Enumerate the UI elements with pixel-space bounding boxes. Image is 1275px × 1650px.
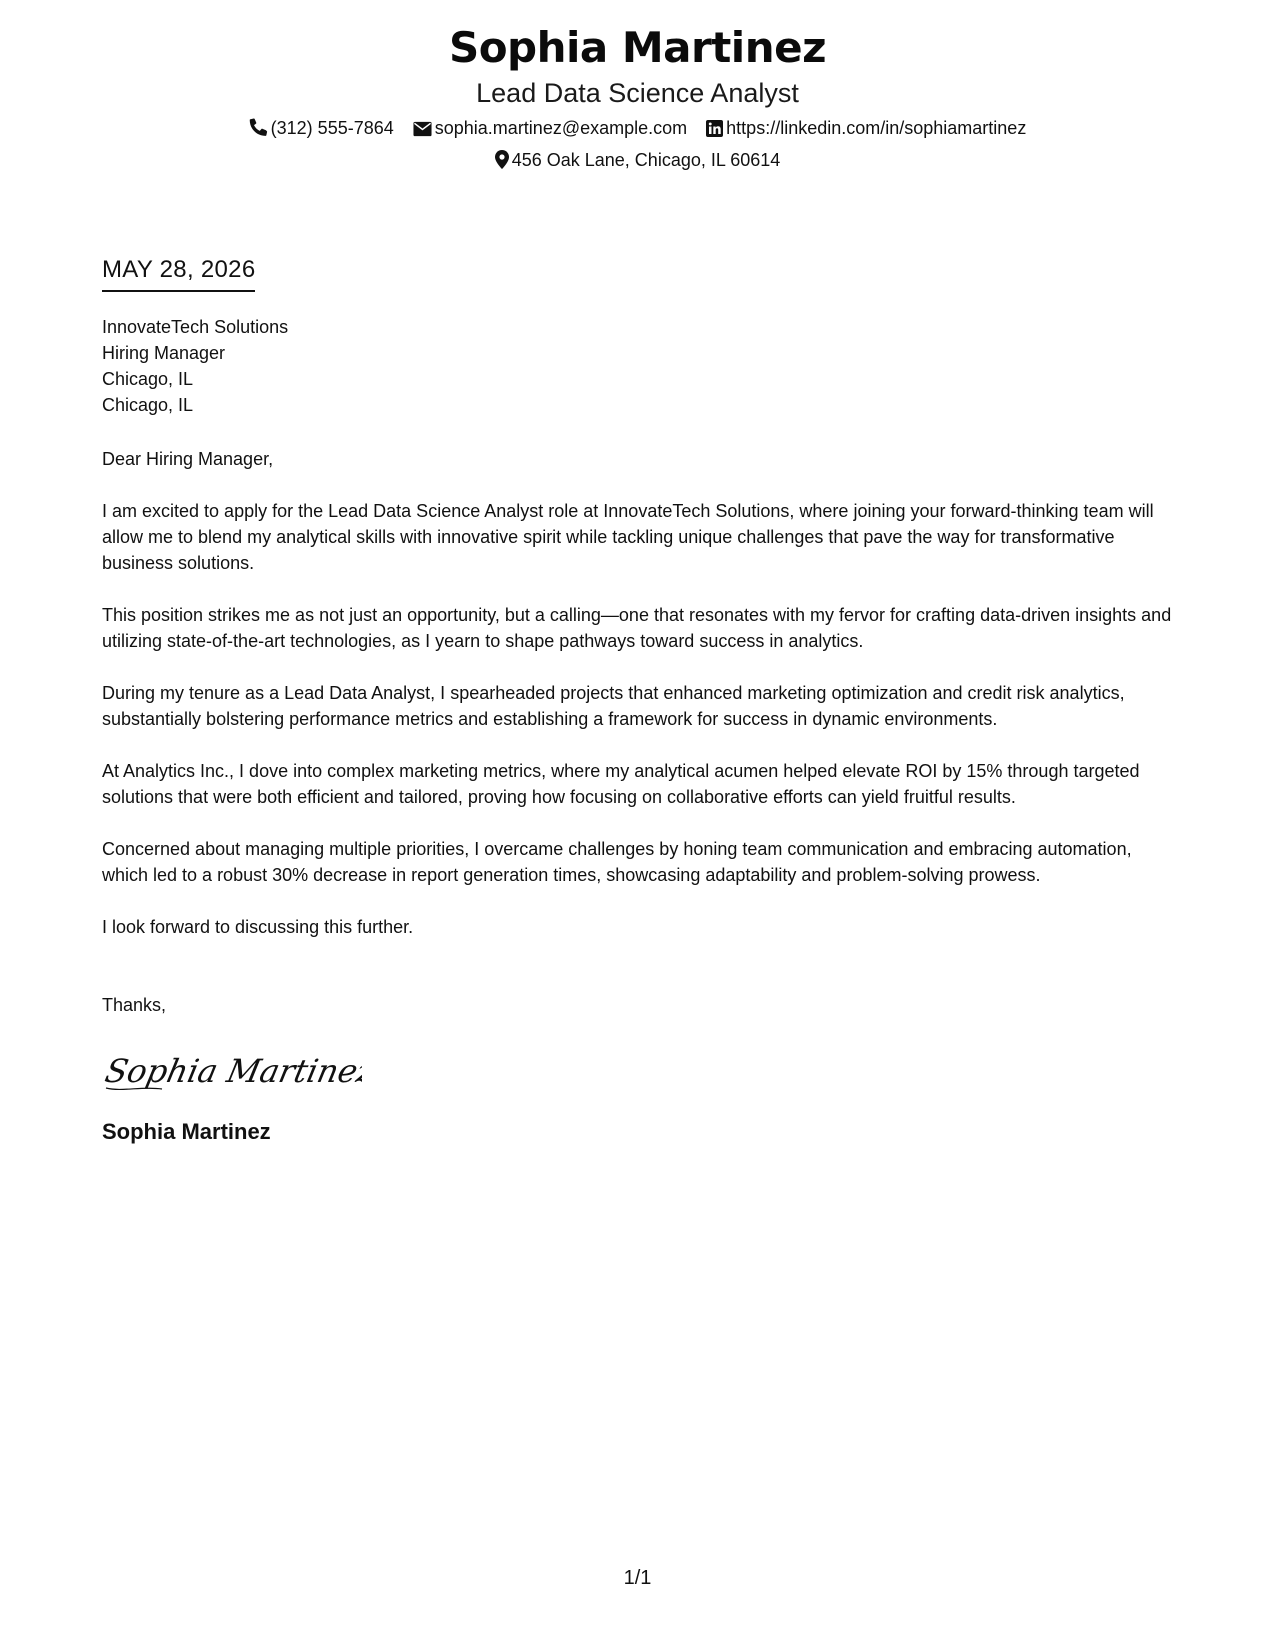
- recipient-location: Chicago, IL: [102, 395, 194, 415]
- salutation: Dear Hiring Manager,: [102, 449, 274, 469]
- paragraph-closing: I look forward to discussing this further.: [102, 917, 414, 937]
- phone-icon: [249, 118, 268, 137]
- contact-email[interactable]: [413, 116, 687, 140]
- linkedin-icon: [706, 120, 723, 137]
- contact-address-text: 456 Oak Lane, Chicago, IL 60614: [511, 150, 781, 170]
- recipient-city: Chicago, IL: [102, 369, 194, 389]
- contact-phone-text: (312) 555-7864: [270, 118, 394, 138]
- letter-date: MAY 28, 2026: [102, 256, 255, 292]
- signer-name: Sophia Martinez: [102, 1119, 271, 1144]
- paragraph-intro: I am excited to apply for the Lead Data Science Analyst role at InnovateTech Solutions, where joining your forward-thinking team will allow me to blend my analytical skills with innovative spirit while tackling unique challenges that pave the way for transformative business solutions.: [102, 501, 1154, 573]
- envelope-icon: [413, 121, 432, 137]
- map-marker-icon: [495, 150, 509, 169]
- handwritten-signature: [102, 1042, 1177, 1102]
- contact-address: [495, 148, 781, 172]
- page-indicator: 1/1: [623, 1567, 652, 1589]
- applicant-name: Sophia Martinez: [448, 23, 827, 72]
- recipient-title: Hiring Manager: [102, 343, 226, 363]
- contact-phone: [249, 116, 394, 140]
- contact-linkedin[interactable]: [706, 116, 1026, 140]
- letter-body: [102, 256, 1177, 1146]
- applicant-title: Lead Data Science Analyst: [476, 78, 799, 108]
- paragraph-achievement: At Analytics Inc., I dove into complex marketing metrics, where my analytical acumen helped elevate ROI by 15% through targeted solutions that were both efficient and tailored, proving how focusing on collaborative efforts can yield fruitful results.: [102, 761, 1140, 807]
- closing-phrase: Thanks,: [102, 995, 167, 1015]
- contact-line-secondary: [0, 148, 1275, 172]
- paragraph-motivation: This position strikes me as not just an opportunity, but a calling—one that resonates with my fervor for crafting data-driven insights and utilizing state-of-the-art technologies, as I yearn to shape pathways toward success in analytics.: [102, 605, 1172, 651]
- signature-text: Sophia Martinez: [102, 1052, 362, 1090]
- contact-email-text[interactable]: sophia.martinez@example.com: [434, 118, 688, 138]
- contact-line-primary: [0, 116, 1275, 140]
- recipient-company: InnovateTech Solutions: [102, 317, 289, 337]
- paragraph-experience: During my tenure as a Lead Data Analyst, I spearheaded projects that enhanced marketing optimization and credit risk analytics, substantially bolstering performance metrics and establishing a framework for success in dynamic environments.: [102, 683, 1125, 729]
- letter-header: [0, 20, 1275, 172]
- contact-linkedin-text[interactable]: https://linkedin.com/in/sophiamartinez: [726, 118, 1027, 138]
- paragraph-challenge: Concerned about managing multiple priorities, I overcame challenges by honing team communication and embracing automation, which led to a robust 30% decrease in report generation times, showcasing adaptability and problem-solving prowess.: [102, 839, 1132, 885]
- recipient-block: [102, 314, 1177, 418]
